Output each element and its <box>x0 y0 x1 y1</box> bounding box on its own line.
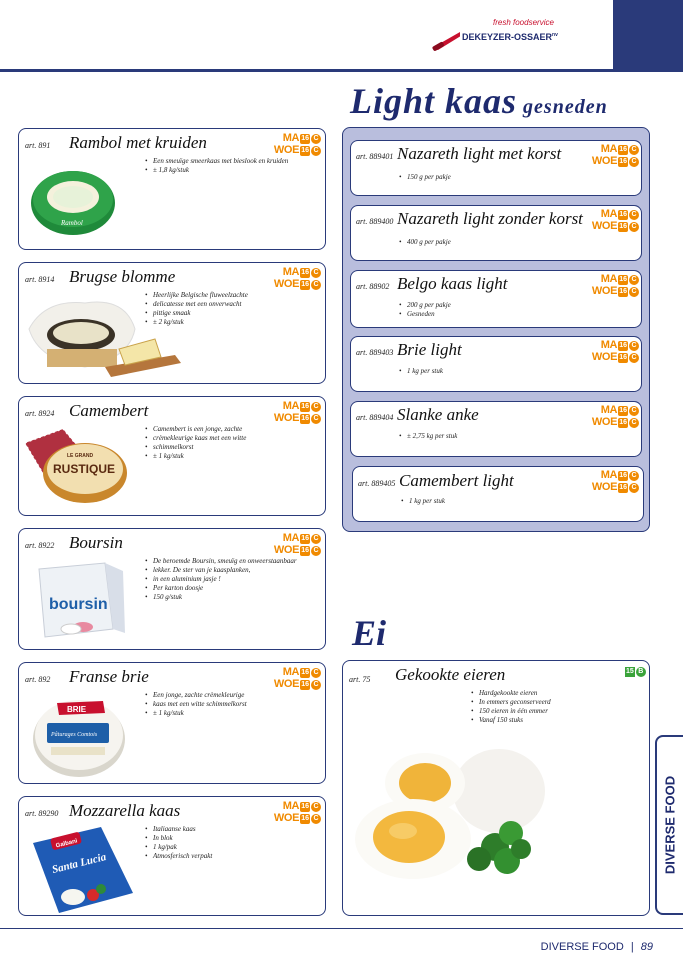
product-name: Nazareth light met korst <box>397 144 562 163</box>
page-footer <box>541 941 653 953</box>
article-number: art. 889400 <box>356 217 394 226</box>
light-card-brie[interactable] <box>350 336 642 392</box>
header-rule <box>0 69 683 72</box>
product-name: Mozzarella kaas <box>69 801 181 820</box>
boiled-eggs-image <box>355 741 565 901</box>
product-card-mozzarella[interactable] <box>18 796 326 916</box>
light-card-nazareth-met-korst[interactable] <box>350 140 642 196</box>
product-name: Camembert <box>69 401 149 420</box>
product-name: Nazareth light zonder korst <box>397 209 583 228</box>
availability-badge: MA 16 C WOE 16 C <box>269 801 321 825</box>
product-name: Brugse blomme <box>69 267 176 286</box>
product-card-rambol[interactable] <box>18 128 326 250</box>
article-number: art. 889405 <box>358 479 396 488</box>
availability-badge: MA 16 C WOE 16 C <box>587 274 639 298</box>
article-number: art. 892 <box>25 675 51 684</box>
footer-section: DIVERSE FOOD <box>540 941 624 953</box>
article-number: art. 8924 <box>25 409 55 418</box>
product-details: • 1 kg per stuk <box>399 367 443 376</box>
product-card-franse-brie[interactable] <box>18 662 326 784</box>
product-name: Brie light <box>397 340 462 359</box>
svg-text:Galbani: Galbani <box>55 838 79 850</box>
product-details: • 1 kg per stuk <box>401 497 445 506</box>
light-card-belgo-kaas[interactable] <box>350 270 642 328</box>
article-number: art. 8922 <box>25 541 55 550</box>
availability-badge: MA 16 C WOE 16 C <box>587 470 639 494</box>
svg-text:Santa Lucia: Santa Lucia <box>50 851 108 877</box>
product-name: Franse brie <box>69 667 149 686</box>
product-details: • Een jonge, zachte crèmekleurige • kaas met een witte schimmelkorst • ± 1 kg/stuk <box>145 691 247 718</box>
article-number: art. 889401 <box>356 152 394 161</box>
camembert-box-image <box>23 423 133 513</box>
light-card-camembert[interactable] <box>352 466 644 522</box>
footer-separator: | <box>630 941 634 953</box>
product-name: Boursin <box>69 533 123 552</box>
availability-badge: 15 B <box>625 667 646 677</box>
article-number: art. 891 <box>25 141 51 150</box>
logo-tagline: fresh foodservice <box>493 18 554 27</box>
article-number: art. 889404 <box>356 413 394 422</box>
product-details: • Hardgekookte eieren • In emmers geconserveerd • 150 eieren in één emmer • Vanaf 150 stuks <box>471 689 551 725</box>
page-number: 89 <box>640 941 653 953</box>
product-name: Belgo kaas light <box>397 274 508 293</box>
section-subtitle: gesneden <box>523 96 608 118</box>
product-details: • Een smeuïge smeerkaas met bieslook en kruiden • ± 1,8 kg/stuk <box>145 157 288 175</box>
product-name: Slanke anke <box>397 405 479 424</box>
section-side-tab: DIVERSE FOOD <box>655 735 683 915</box>
availability-badge: MA 16 C WOE 16 C <box>269 133 321 157</box>
article-number: art. 88902 <box>356 282 390 291</box>
header-corner-block <box>613 0 683 72</box>
rambol-cheese-image <box>27 157 119 241</box>
svg-text:boursin: boursin <box>49 596 108 613</box>
availability-badge: MA 16 C WOE 16 C <box>587 144 639 168</box>
svg-text:Rambol: Rambol <box>61 219 83 227</box>
logo-name: DEKEYZER-$OSSAER^{nv}$ <box>462 32 558 42</box>
availability-badge: MA 16 C WOE 16 C <box>269 667 321 691</box>
availability-badge: MA 16 C WOE 16 C <box>587 340 639 364</box>
light-card-nazareth-zonder-korst[interactable] <box>350 205 642 261</box>
product-name: Rambol met kruiden <box>69 133 207 152</box>
svg-text:LE GRAND: LE GRAND <box>67 453 94 459</box>
product-card-brugse-blomme[interactable] <box>18 262 326 384</box>
article-number: art. 75 <box>349 675 371 684</box>
brugse-blomme-cheese-image <box>25 289 185 383</box>
product-card-boursin[interactable] <box>18 528 326 650</box>
product-details: • ± 2,75 kg per stuk <box>399 432 457 441</box>
product-card-camembert[interactable] <box>18 396 326 516</box>
article-number: art. 89290 <box>25 809 59 818</box>
svg-text:RUSTIQUE: RUSTIQUE <box>53 462 116 476</box>
product-name: Gekookte eieren <box>395 665 506 684</box>
mozzarella-pack-image <box>29 823 137 915</box>
company-logo <box>430 18 570 62</box>
product-details: • Camembert is een jonge, zachte • crèmekleurige kaas met een witte • schimmelkorst • ± 1 kg/stuk <box>145 425 246 461</box>
brie-wheel-image <box>29 691 129 781</box>
svg-text:BRIE: BRIE <box>67 705 87 714</box>
availability-badge: MA 16 C WOE 16 C <box>269 533 321 557</box>
availability-badge: MA 16 C WOE 16 C <box>269 267 321 291</box>
availability-badge: MA 16 C WOE 16 C <box>587 405 639 429</box>
product-details: • Italiaanse kaas • In blok • 1 kg/pak • Atmosferisch verpakt <box>145 825 212 861</box>
availability-badge: MA 16 C WOE 16 C <box>269 401 321 425</box>
section-title-eggs: Ei <box>352 613 387 653</box>
product-details: • Heerlijke Belgische fluweelzachte • delicatesse met een onverwacht • pittige smaak • ± 2 kg/stuk <box>145 291 248 327</box>
article-number: art. 8914 <box>25 275 55 284</box>
availability-badge: MA 16 C WOE 16 C <box>587 209 639 233</box>
product-details: • 400 g per pakje <box>399 238 451 247</box>
product-details: • 150 g per pakje <box>399 173 451 182</box>
section-title-light: Light kaas gesneden <box>350 81 608 121</box>
product-name: Camembert light <box>399 471 514 490</box>
product-details: • De beroemde Boursin, smeuïg en onweerstaanbaar • lekker. De ster van je kaasplanken, • in een aluminium jasje ! • Per karton doosje • 150 g/stuk <box>145 557 297 602</box>
svg-text:Pâturages Comtois: Pâturages Comtois <box>51 732 98 738</box>
product-card-gekookte-eieren[interactable] <box>342 660 650 916</box>
light-card-slanke-anke[interactable] <box>350 401 642 457</box>
boursin-box-image <box>35 559 127 643</box>
product-details: • 200 g per pakje • Gesneden <box>399 301 451 319</box>
article-number: art. 889403 <box>356 348 394 357</box>
footer-rule <box>0 928 683 929</box>
